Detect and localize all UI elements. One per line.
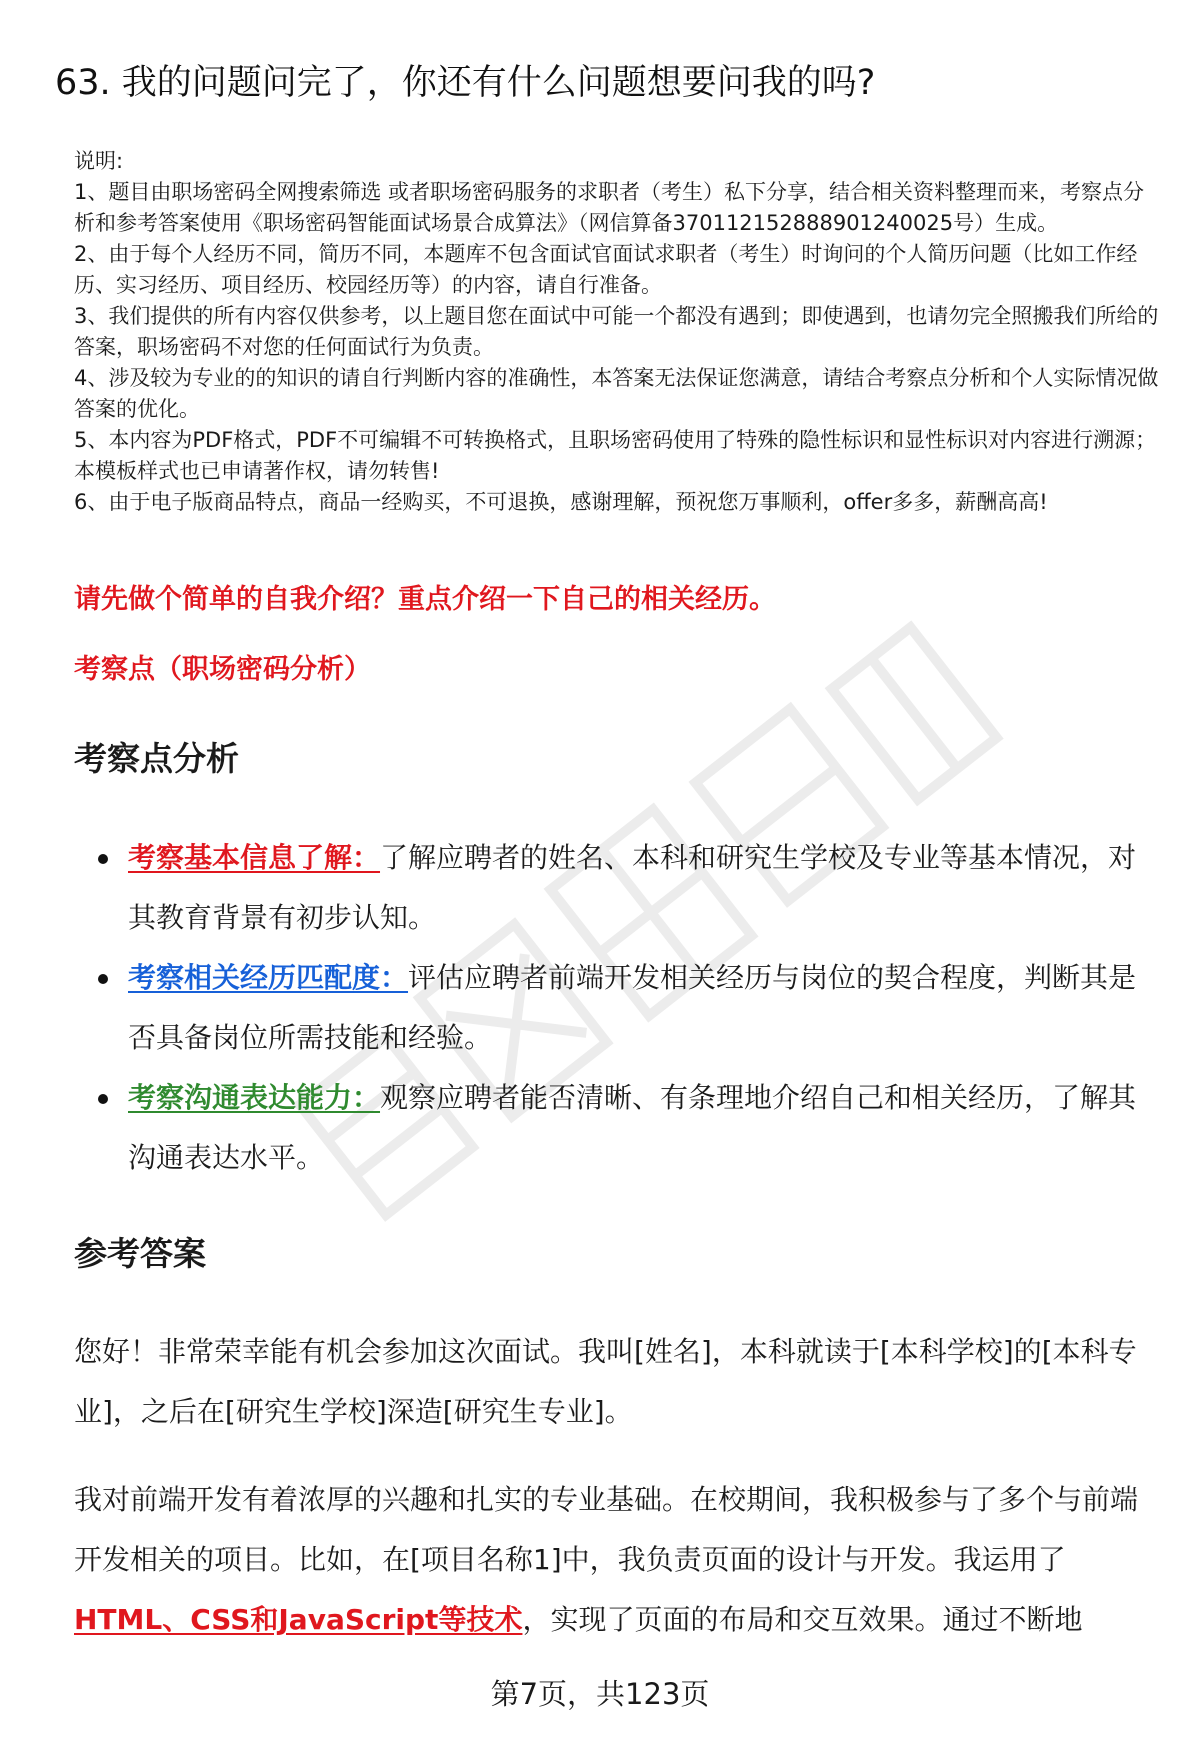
bullet-dot-icon <box>98 854 108 864</box>
analysis-point-keyword: 考察基本信息了解： <box>128 841 381 874</box>
analysis-point <box>0 828 1200 948</box>
sub-question: 请先做个简单的自我介绍？重点介绍一下自己的相关经历。 <box>74 584 776 615</box>
answer-heading: 参考答案 <box>74 1234 206 1273</box>
answer-text: ，实现了页面的布局和交互效果。通过不断地 <box>522 1603 1083 1636</box>
notes-heading: 说明: <box>74 149 124 173</box>
analysis-heading: 考察点分析 <box>74 739 239 778</box>
question-title: 63. 我的问题问完了，你还有什么问题想要问我的吗? <box>55 63 876 103</box>
notes-item: 2、由于每个人经历不同，简历不同，本题库不包含面试官面试求职者（考生）时询问的个人简历问题（比如工作经历、实习经历、项目经历、校园经历等）的内容，请自行准备。 <box>74 242 1138 297</box>
notes-item: 6、由于电子版商品特点，商品一经购买，不可退换，感谢理解，预祝您万事顺利，offer多多，薪酬高高! <box>74 490 1048 514</box>
page-footer: 第7页，共123页 <box>490 1677 710 1711</box>
notes-item: 1、题目由职场密码全网搜索筛选 或者职场密码服务的求职者（考生）私下分享，结合相关资料整理而来，考察点分析和参考答案使用《职场密码智能面试场景合成算法》（网信算备370112152888901240025号）生成。 <box>74 180 1145 235</box>
answer-highlight: HTML、CSS和JavaScript等技术 <box>74 1603 523 1636</box>
analysis-point <box>0 948 1200 1068</box>
answer-text: 我对前端开发有着浓厚的兴趣和扎实的专业基础。在校期间，我积极参与了多个与前端开发相关的项目。比如，在[项目名称1]中，我负责页面的设计与开发。我运用了 <box>74 1483 1139 1576</box>
analysis-point <box>0 1068 1200 1188</box>
answer-paragraph: 您好！非常荣幸能有机会参加这次面试。我叫[姓名]，本科就读于[本科学校]的[本科专业]，之后在[研究生学校]深造[研究生专业]。 <box>74 1335 1137 1428</box>
notes-item: 5、本内容为PDF格式，PDF不可编辑不可转换格式，且职场密码使用了特殊的隐性标识和显性标识对内容进行溯源；本模板样式也已申请著作权，请勿转售! <box>74 428 1157 483</box>
bullet-dot-icon <box>98 974 108 984</box>
notes-item: 3、我们提供的所有内容仅供参考，以上题目您在面试中可能一个都没有遇到；即使遇到，也请勿完全照搬我们所给的答案，职场密码不对您的任何面试行为负责。 <box>74 304 1159 359</box>
analysis-point-text: 观察应聘者能否清晰、有条理地介绍自己和相关经历，了解其沟通表达水平。 <box>128 1081 1137 1174</box>
bullet-dot-icon <box>98 1094 108 1104</box>
notes-block <box>74 146 1159 518</box>
analysis-label: 考察点（职场密码分析） <box>74 654 371 685</box>
analysis-point-keyword: 考察相关经历匹配度： <box>128 961 409 994</box>
answer-paragraph <box>74 1470 1154 1650</box>
analysis-point-keyword: 考察沟通表达能力： <box>128 1081 381 1114</box>
analysis-point-text: 了解应聘者的姓名、本科和研究生学校及专业等基本情况，对其教育背景有初步认知。 <box>128 841 1137 934</box>
analysis-point-text: 评估应聘者前端开发相关经历与岗位的契合程度，判断其是否具备岗位所需技能和经验。 <box>128 961 1137 1054</box>
analysis-points-list <box>0 828 1200 1188</box>
notes-item: 4、涉及较为专业的的知识的请自行判断内容的准确性，本答案无法保证您满意，请结合考察点分析和个人实际情况做答案的优化。 <box>74 366 1159 421</box>
